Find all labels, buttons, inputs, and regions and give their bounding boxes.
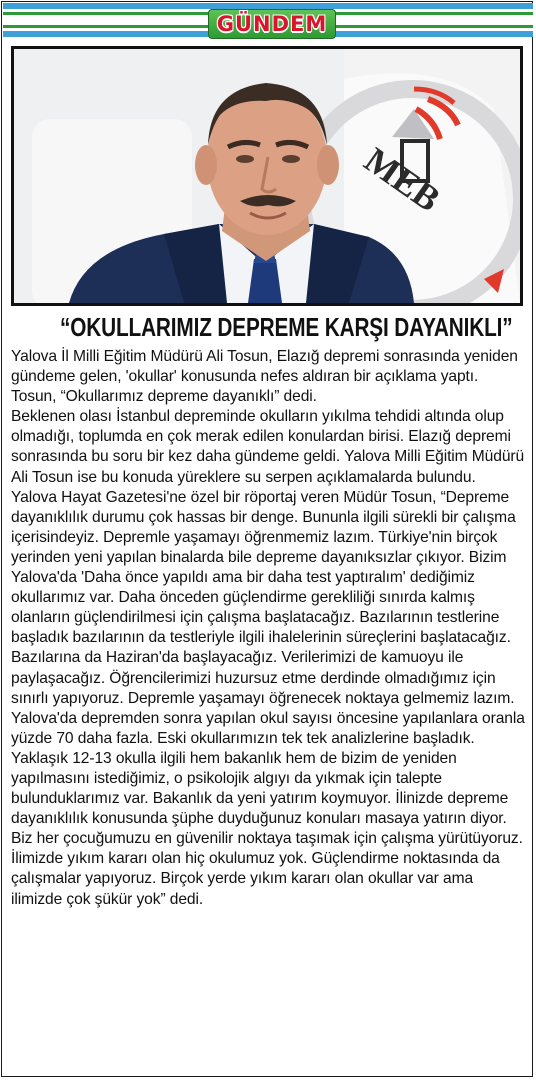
section-header-bar bbox=[3, 3, 533, 37]
article-body bbox=[11, 347, 525, 910]
meb-sign-text: MEB bbox=[357, 139, 448, 220]
section-badge bbox=[208, 9, 336, 39]
article-headline: “OKULLARIMIZ DEPREME KARŞI DAYANIKLI” bbox=[60, 312, 513, 342]
portrait-illustration bbox=[14, 49, 520, 303]
news-photo bbox=[11, 46, 523, 306]
paragraph: Beklenen olası İstanbul depreminde okulların yıkılma tehdidi altında olup olmadığı, toplumda en çok merak edilen konulardan birisi. Elazığ depremi sonrasında bu soru bir kez daha gündeme geldi. Yalova Milli Eğitim Müdürü Ali Tosun ise bu konuda yüreklere su serpen açıklamalarda bulundu. bbox=[11, 408, 525, 486]
paragraph: Yalova İl Milli Eğitim Müdürü Ali Tosun, Elazığ depremi sonrasında yeniden gündeme gelen, 'okullar' konusunda nefes aldıran bir açıklama yaptı. Tosun, “Okullarımız depreme dayanıklı” dedi. bbox=[11, 348, 518, 406]
section-label: GÜNDEM bbox=[216, 12, 328, 36]
paragraph: Yalova Hayat Gazetesi'ne özel bir röportaj veren Müdür Tosun, “Depreme dayanıklılık durumu çok hassas bir denge. Bununla ilgili sürekli bir çalışma içerisindeyiz. Depremle yaşamayı öğrenmemiz lazım. Türkiye'nin birçok yerinden yeni yapılan binalarda bile depreme dayanıksızlar çıkıyor. Bizim Yalova'da 'Daha önce yapıldı ama bir daha test yaptıralım' dediğimiz okullarımız var. Daha önceden güçlendirme gerekliliği sınırda kalmış olanların güçlendirilmesi için çalışma başlatacağız. Bazılarının testlerine başladık bazılarının da testleriyle ilgili ihalelerinin süreçlerini başlatacağız. Bazılarına da Haziran'da başlayacağız. Verilerimizi de kamuoyu ile paylaşacağız. Öğrencilerimizi huzursuz etme derdinde olmadığımız için sınırlı yapıyoruz. Depremle yaşamayı öğrenecek noktaya gelmemiz lazım. Yalova'da depremden sonra yapılan okul sayısı öncesine yapılanlara oranla yüzde 70 daha fazla. Eski okullarımızın tek tek analizlerine başladık. Yaklaşık 12-13 okulla ilgili hem bakanlık hem de bizim de yeniden yapılmasını istediğimiz, o psikolojik algıyı da yıkmak için talepte bulunduklarımız var. Bakanlık da yeni yatırım koymuyor. İlinizde depreme dayanıklılık konusunda şüphe duyduğunuz konuları masaya yatırın diyor. Biz her çocuğumuzu en güvenilir noktaya taşımak için çalışma yürütüyoruz. İlimizde yıkım kararı olan hiç okulumuz yok. Güçlendirme noktasında da çalışmalar yapıyoruz. Birçok yerde yıkım kararı olan okullar var ama ilimizde çok şükür yok” dedi. bbox=[11, 488, 525, 908]
